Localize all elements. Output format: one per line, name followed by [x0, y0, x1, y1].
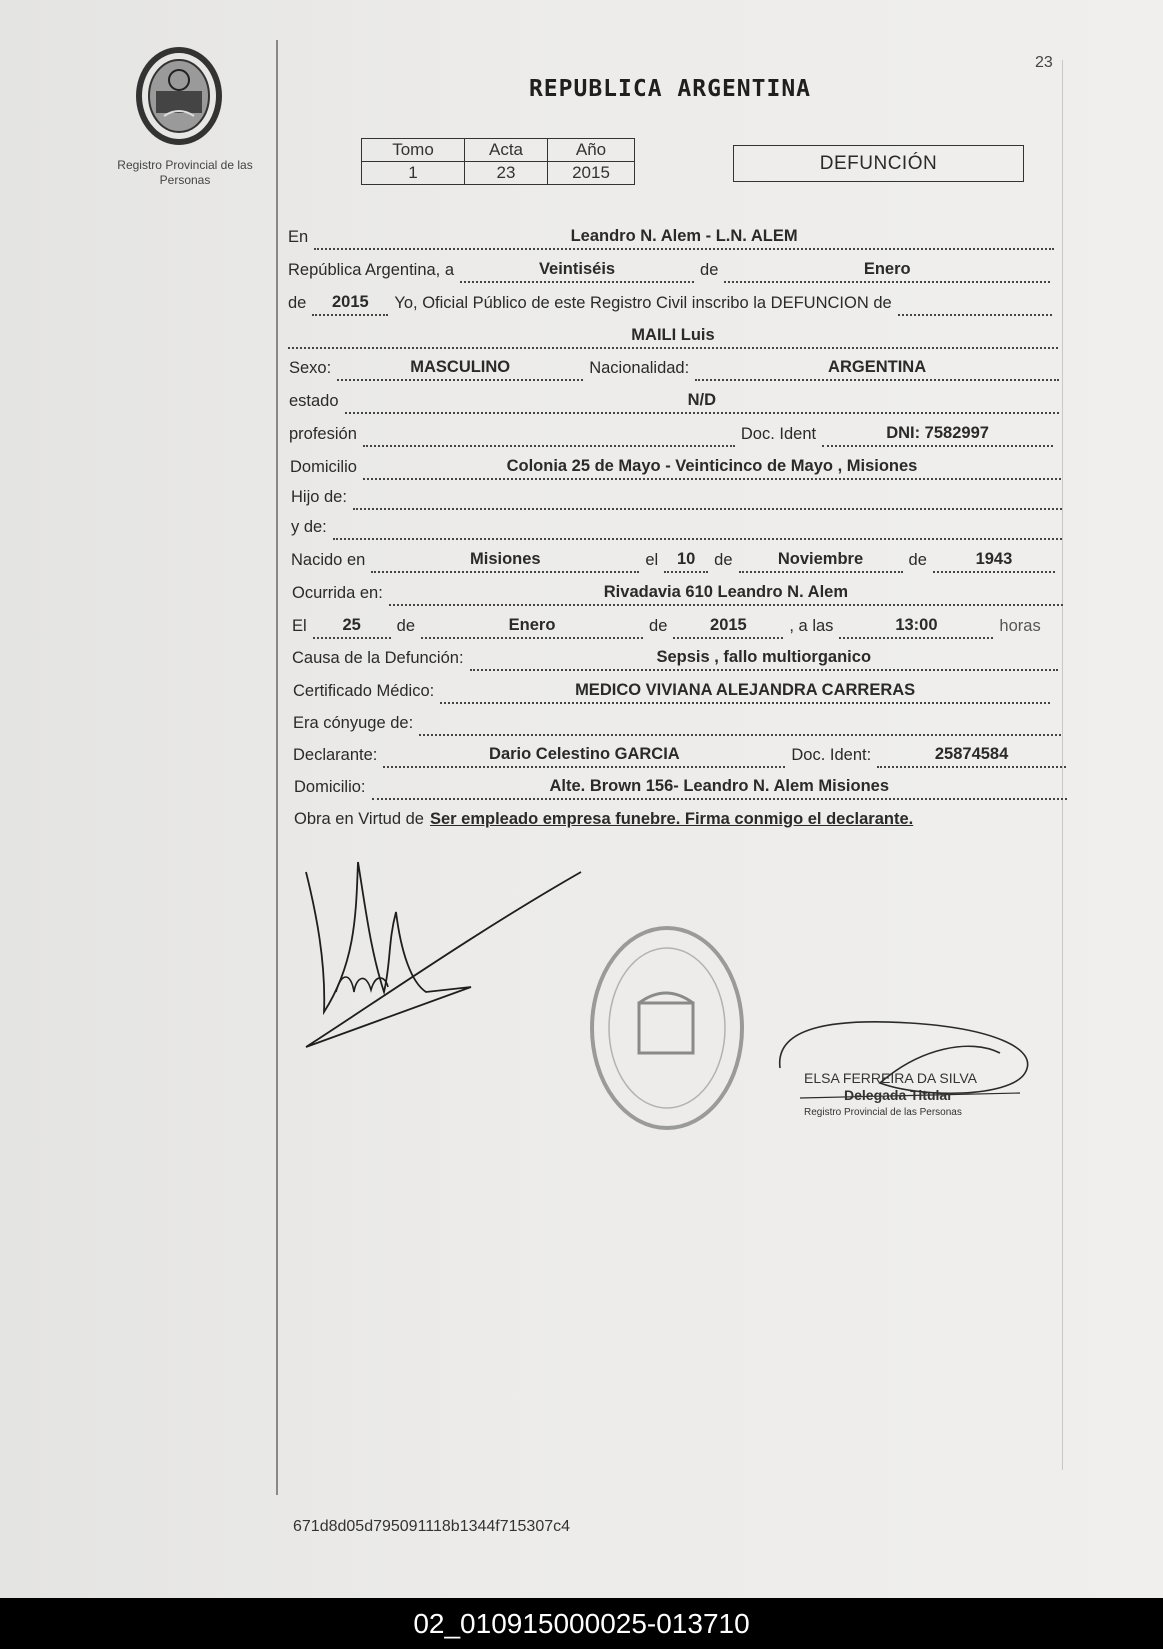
page-number: 23 [1035, 54, 1053, 71]
field-nacionalidad: ARGENTINA [695, 353, 1059, 381]
field-ocurrida: Rivadavia 610 Leandro N. Alem [389, 578, 1063, 606]
field-mes: Enero [724, 255, 1050, 283]
field-nacido-en: Misiones [371, 545, 639, 573]
row-profesion: profesión Doc. Ident DNI: 7582997 [289, 419, 1059, 447]
field-certificado: MEDICO VIVIANA ALEJANDRA CARRERAS [440, 676, 1050, 704]
field-doc: DNI: 7582997 [822, 419, 1053, 447]
field-hora: 13:00 [839, 611, 993, 639]
field-nac-mes: Noviembre [739, 545, 903, 573]
row-en: En Leandro N. Alem - L.N. ALEM [288, 222, 1060, 250]
field-domicilio: Colonia 25 de Mayo - Veinticinco de Mayo , Misiones [363, 452, 1061, 480]
field-profesion [363, 419, 735, 447]
row-yo: de 2015 Yo, Oficial Público de este Registro Civil inscribo la DEFUNCION de [288, 288, 1058, 316]
table-header: Acta [465, 139, 548, 162]
field-causa: Sepsis , fallo multiorganico [470, 643, 1058, 671]
field-declarante: Dario Celestino GARCIA [383, 740, 785, 768]
row-sexo: Sexo: MASCULINO Nacionalidad: ARGENTINA [289, 353, 1065, 381]
field-conyuge [419, 708, 1061, 736]
table-cell: 23 [465, 162, 548, 185]
row-domicilio: Domicilio Colonia 25 de Mayo - Veinticinco de Mayo , Misiones [290, 452, 1067, 480]
row-domicilio2: Domicilio: Alte. Brown 156- Leandro N. Alem Misiones [294, 772, 1073, 800]
province-seal-icon [134, 46, 224, 146]
field-blank [898, 288, 1052, 316]
table-header: Año [548, 139, 635, 162]
official-stamp-text [804, 1070, 977, 1121]
footer-code-bar [0, 1598, 1163, 1649]
table-header: Tomo [362, 139, 465, 162]
field-nombre: MAILI Luis [288, 321, 1058, 349]
row-hijo: Hijo de: [291, 482, 1068, 510]
document-hash: 671d8d05d795091118b1344f715307c4 [293, 1518, 571, 1535]
act-table [361, 138, 635, 185]
registro-label: Registro Provincial de las Personas [117, 158, 253, 187]
row-fecha: República Argentina, a Veintiséis de Enero [288, 255, 1056, 283]
act-type-box: DEFUNCIÓN [733, 145, 1024, 182]
table-cell: 1 [362, 162, 465, 185]
official-office: Registro Provincial de las Personas [804, 1107, 962, 1118]
field-def-mes: Enero [421, 611, 643, 639]
row-nombre [288, 321, 1064, 349]
row-yde: y de: [291, 512, 1068, 540]
field-nac-dia: 10 [664, 545, 708, 573]
field-obra: Ser empleado empresa funebre. Firma conmigo el declarante. [429, 810, 914, 828]
field-lugar: Leandro N. Alem - L.N. ALEM [314, 222, 1054, 250]
field-sexo: MASCULINO [337, 353, 583, 381]
field-dia: Veintiséis [460, 255, 694, 283]
row-nacido: Nacido en Misiones el 10 de Noviembre de 1943 [291, 545, 1061, 573]
official-role: Delegada Titular [844, 1087, 953, 1103]
row-conyuge: Era cónyuge de: [293, 708, 1067, 736]
field-declarante-doc: 25874584 [877, 740, 1066, 768]
table-cell: 2015 [548, 162, 635, 185]
official-name: ELSA FERREIRA DA SILVA [804, 1070, 977, 1086]
row-obra: Obra en Virtud de Ser empleado empresa funebre. Firma conmigo el declarante. [294, 804, 1034, 832]
official-stamp [582, 918, 752, 1138]
field-def-dia: 25 [313, 611, 391, 639]
footer-code: 02_010915000025-013710 [413, 1607, 750, 1639]
document-title: REPUBLICA ARGENTINA [528, 76, 812, 102]
field-nac-anio: 1943 [933, 545, 1055, 573]
margin-line [276, 40, 278, 1495]
row-estado: estado N/D [289, 386, 1065, 414]
row-hora: El 25 de Enero de 2015 , a las 13:00 horas [292, 611, 1069, 639]
field-yde [333, 512, 1062, 540]
field-def-anio: 2015 [673, 611, 783, 639]
field-anio: 2015 [312, 288, 388, 316]
row-causa: Causa de la Defunción: Sepsis , fallo multiorganico [292, 643, 1064, 671]
row-ocurrida: Ocurrida en: Rivadavia 610 Leandro N. Alem [292, 578, 1069, 606]
field-estado: N/D [345, 386, 1059, 414]
declarant-signature [296, 842, 586, 1062]
row-certificado: Certificado Médico: MEDICO VIVIANA ALEJANDRA CARRERAS [293, 676, 1056, 704]
field-domicilio2: Alte. Brown 156- Leandro N. Alem Misiones [372, 772, 1067, 800]
row-declarante: Declarante: Dario Celestino GARCIA Doc. Ident: 25874584 [293, 740, 1072, 768]
field-hijo [353, 482, 1062, 510]
